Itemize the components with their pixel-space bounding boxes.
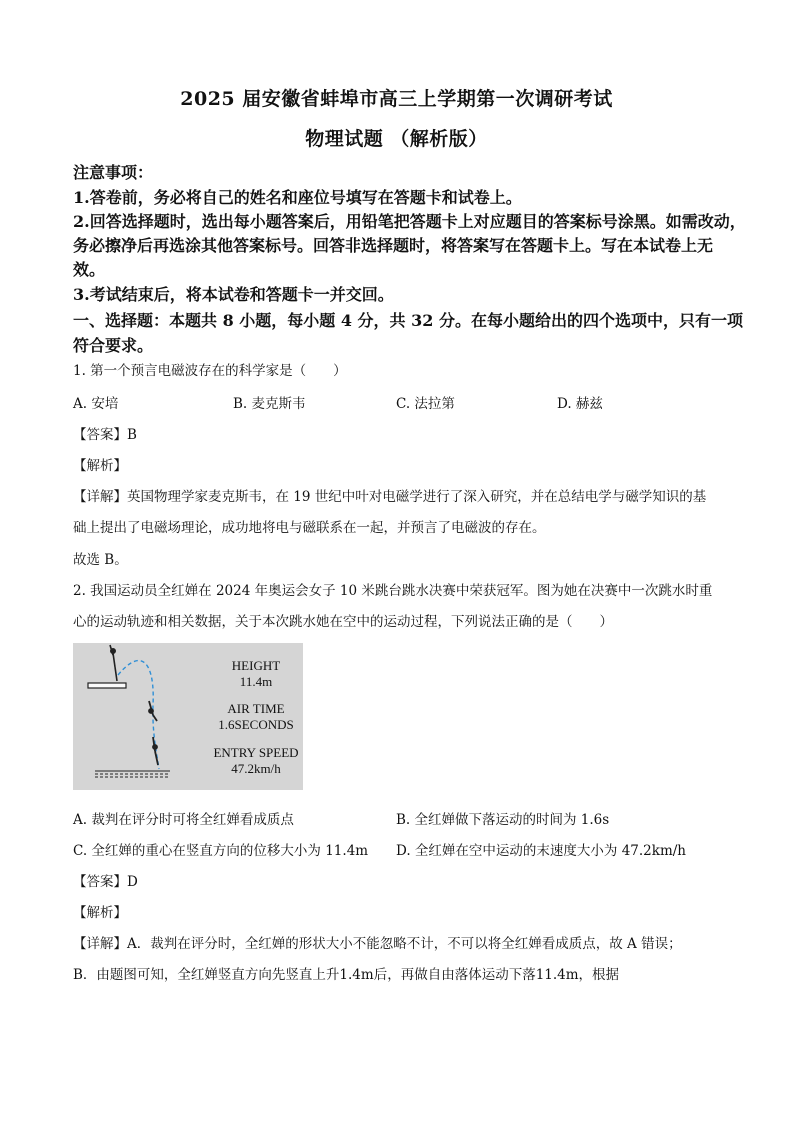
diver-entry-icon bbox=[153, 737, 158, 765]
page-subtitle: 物理试题 （解析版） bbox=[305, 128, 488, 150]
air-time-value: 1.6SECONDS bbox=[218, 717, 294, 732]
height-label: HEIGHT bbox=[231, 658, 281, 673]
page-title: 2025 届安徽省蚌埠市高三上学期第一次调研考试 bbox=[180, 88, 613, 110]
notice-item-2-line-2: 务必擦净后再选涂其他答案标号。回答非选择题时，将答案写在答题卡上。写在本试卷上无 bbox=[73, 236, 714, 255]
entry-speed-label: ENTRY SPEED bbox=[213, 745, 299, 760]
q1-detail-line-1: 【详解】英国物理学家麦克斯韦，在 19 世纪中叶对电磁学进行了深入研究，并在总结电学与磁学知识的基 bbox=[73, 489, 707, 505]
q2-stem-line-2: 心的运动轨迹和相关数据，关于本次跳水她在空中的运动过程，下列说法正确的是（ ） bbox=[73, 614, 613, 630]
q1-detail-line-2: 础上提出了电磁场理论，成功地将电与磁联系在一起，并预言了电磁波的存在。 bbox=[73, 520, 546, 536]
height-value: 11.4m bbox=[239, 674, 273, 689]
notice-heading: 注意事项： bbox=[73, 163, 154, 182]
diver-standing-icon bbox=[110, 645, 117, 681]
q2-stem-line-1: 2. 我国运动员全红婵在 2024 年奥运会女子 10 米跳台跳水决赛中荣获冠军。图为她在决赛中一次跳水时重 bbox=[73, 583, 713, 599]
air-time-label: AIR TIME bbox=[227, 701, 285, 716]
q1-option-b: B. 麦克斯韦 bbox=[233, 396, 306, 412]
q2-option-b: B. 全红婵做下落运动的时间为 1.6s bbox=[396, 812, 610, 828]
q2-option-d: D. 全红婵在空中运动的末速度大小为 47.2km/h bbox=[396, 843, 686, 859]
q2-option-a: A. 裁判在评分时可将全红婵看成质点 bbox=[73, 812, 294, 828]
q1-stem: 1. 第一个预言电磁波存在的科学家是（ ） bbox=[73, 363, 347, 379]
notice-item-3: 3.考试结束后，将本试卷和答题卡一并交回。 bbox=[73, 285, 394, 304]
notice-item-2-line-1: 2.回答选择题时，选出每小题答案后，用铅笔把答题卡上对应题目的答案标号涂黑。如需改动， bbox=[73, 212, 746, 231]
notice-item-1: 1.答卷前，务必将自己的姓名和座位号填写在答题卡和试卷上。 bbox=[73, 188, 522, 207]
section-heading-line-2: 符合要求。 bbox=[73, 336, 154, 355]
q2-analysis-label: 【解析】 bbox=[73, 905, 127, 921]
q2-option-c: C. 全红婵的重心在竖直方向的位移大小为 11.4m bbox=[73, 843, 369, 859]
dive-trajectory-figure bbox=[73, 643, 303, 790]
q2-detail-line-2: B．由题图可知，全红婵竖直方向先竖直上升1.4m后，再做自由落体运动下落11.4m，根据 bbox=[73, 967, 620, 983]
q1-option-a: A. 安培 bbox=[73, 396, 119, 412]
q2-answer: 【答案】D bbox=[73, 874, 138, 890]
water-surface bbox=[95, 771, 170, 777]
entry-speed-value: 47.2km/h bbox=[231, 761, 281, 776]
q2-detail-line-1: 【详解】A．裁判在评分时，全红婵的形状大小不能忽略不计，不可以将全红婵看成质点，故 A 错误； bbox=[73, 936, 682, 952]
notice-item-2-line-3: 效。 bbox=[73, 260, 106, 279]
q1-conclusion: 故选 B。 bbox=[73, 552, 128, 568]
section-heading-line-1: 一、选择题：本题共 8 小题，每小题 4 分，共 32 分。在每小题给出的四个选项中，只有一项 bbox=[73, 311, 743, 330]
q1-option-d: D. 赫兹 bbox=[557, 396, 603, 412]
q1-analysis-label: 【解析】 bbox=[73, 458, 127, 474]
diver-midair-icon bbox=[149, 701, 157, 721]
platform bbox=[88, 683, 126, 688]
q1-answer: 【答案】B bbox=[73, 427, 137, 443]
q1-option-c: C. 法拉第 bbox=[396, 396, 455, 412]
